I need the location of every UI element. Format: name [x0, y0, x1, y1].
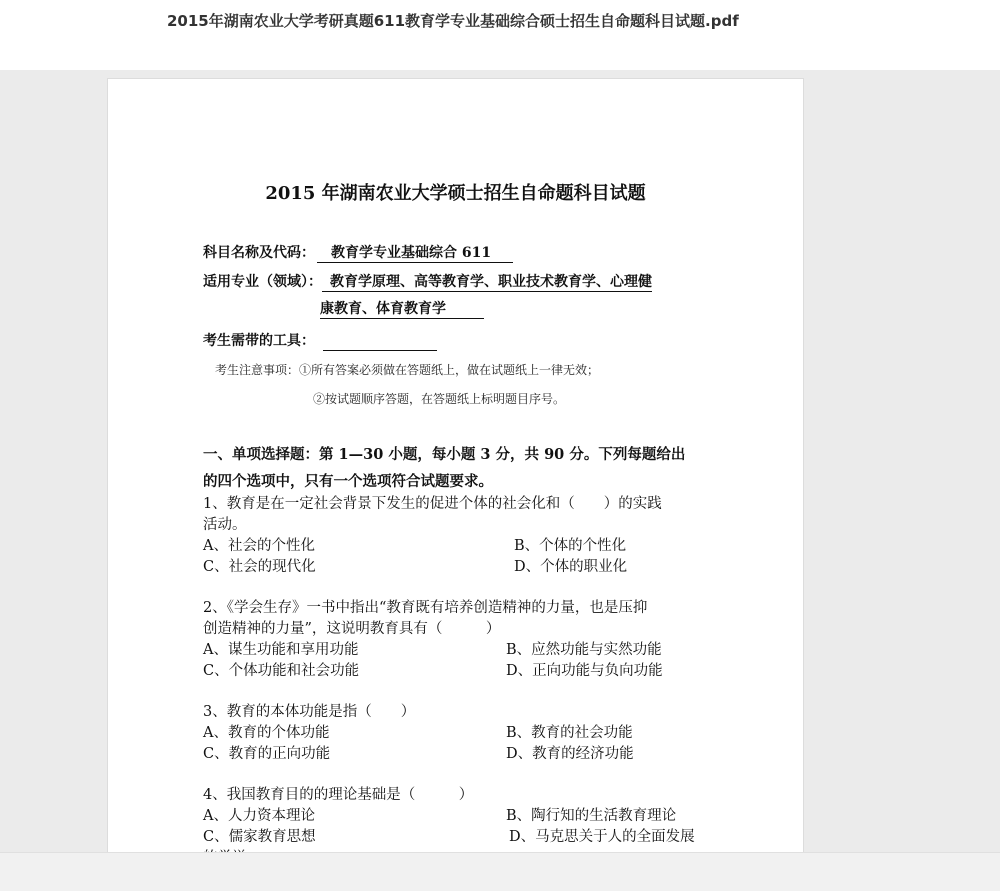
question-3-option-c: C、教育的正向功能: [203, 746, 331, 762]
question-4-option-a: A、人力资本理论: [203, 808, 315, 824]
major-value-line-1: 教育学原理、高等教育学、职业技术教育学、心理健: [322, 273, 652, 292]
question-2-stem: 2、《学会生存》一书中指出“教育既有培养创造精神的力量，也是压抑: [203, 600, 648, 616]
question-3-stem: 3、教育的本体功能是指（ ）: [203, 704, 416, 720]
major-label: 适用专业（领域）：: [203, 274, 322, 290]
question-2-option-b: B、应然功能与实然功能: [506, 642, 662, 658]
file-title: 2015年湖南农业大学考研真题611教育学专业基础综合硕士招生自命题科目试题.pdf: [167, 12, 739, 30]
subject-label: 科目名称及代码：: [203, 245, 315, 261]
question-1-option-a: A、社会的个性化: [203, 538, 315, 554]
bottom-toolbar: [0, 852, 1000, 891]
tools-label: 考生需带的工具：: [203, 333, 315, 349]
question-2-option-d: D、正向功能与负向功能: [506, 663, 663, 679]
question-2-option-a: A、谋生功能和享用功能: [203, 642, 359, 658]
pdf-page: [107, 78, 804, 880]
document-title: 2015 年湖南农业大学硕士招生自命题科目试题: [265, 183, 646, 204]
question-4-option-c: C、儒家教育思想: [203, 829, 316, 845]
question-1-stem-cont: 活动。: [203, 517, 247, 533]
tools-blank: [323, 332, 437, 351]
question-3-option-a: A、教育的个体功能: [203, 725, 330, 741]
subject-row: [203, 242, 513, 263]
major-row: [203, 271, 652, 292]
notice-line-1: 考生注意事项：①所有答案必须做在答题纸上，做在试题纸上一律无效；: [215, 363, 600, 377]
document-viewer[interactable]: [0, 70, 1000, 852]
notice-line-2: ②按试题顺序答题，在答题纸上标明题目序号。: [313, 392, 566, 406]
question-2-option-c: C、个体功能和社会功能: [203, 663, 360, 679]
major-row-cont: [320, 300, 484, 319]
subject-value: 教育学专业基础综合 611: [317, 244, 513, 263]
question-1-stem: 1、教育是在一定社会背景下发生的促进个体的社会化和（ ）的实践: [203, 496, 662, 512]
question-3-option-b: B、教育的社会功能: [506, 725, 633, 741]
question-4-stem: 4、我国教育目的的理论基础是（ ）: [203, 787, 474, 803]
question-4-option-b: B、陶行知的生活教育理论: [506, 808, 677, 824]
question-2-stem-cont: 创造精神的力量”，这说明教育具有（ ）: [203, 621, 501, 637]
section-heading-1: 一、单项选择题：第 1—30 小题，每小题 3 分，共 90 分。下列每题给出: [203, 446, 686, 463]
tools-row: [203, 330, 437, 351]
question-4-option-d: D、马克思关于人的全面发展: [509, 829, 695, 845]
title-bar: [0, 0, 1000, 70]
major-value-line-2: 康教育、体育教育学: [320, 300, 484, 319]
question-1-option-b: B、个体的个性化: [514, 538, 627, 554]
section-heading-2: 的四个选项中，只有一个选项符合试题要求。: [203, 473, 493, 490]
question-1-option-d: D、个体的职业化: [514, 559, 628, 575]
question-1-option-c: C、社会的现代化: [203, 559, 316, 575]
question-3-option-d: D、教育的经济功能: [506, 746, 634, 762]
